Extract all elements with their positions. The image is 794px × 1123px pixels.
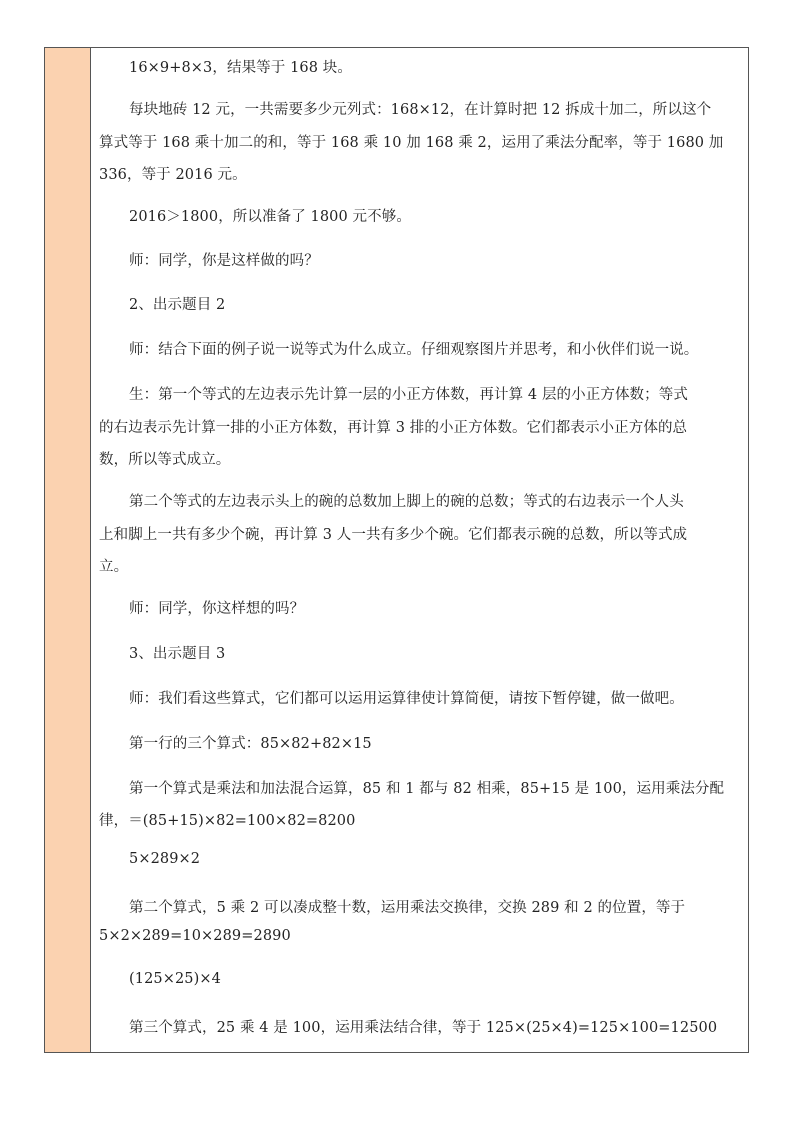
text-line: 师：同学，你是这样做的吗？ xyxy=(129,253,319,269)
text-line: 第二个算式，5 乘 2 可以凑成整十数，运用乘法交换律，交换 289 和 2 的位置，等于 xyxy=(129,900,686,916)
text-line: 5×289×2 xyxy=(129,851,201,867)
text-line: 每块地砖 12 元，一共需要多少元列式：168×12，在计算时把 12 拆成十加二，所以这个 xyxy=(129,102,712,118)
text-line: (125×25)×4 xyxy=(129,971,221,987)
text-line: 师：同学，你这样想的吗？ xyxy=(129,601,305,617)
text-line: 16×9+8×3，结果等于 168 块。 xyxy=(129,60,352,76)
text-line: 2016＞1800，所以准备了 1800 元不够。 xyxy=(129,209,411,225)
text-line: 上和脚上一共有多少个碗，再计算 3 人一共有多少个碗。它们都表示碗的总数，所以等式成 xyxy=(99,527,688,543)
text-line: 的右边表示先计算一排的小正方体数，再计算 3 排的小正方体数。它们都表示小正方体的总 xyxy=(99,420,688,436)
content-cell xyxy=(91,48,748,1052)
text-line: 立。 xyxy=(99,559,129,575)
text-line: 数，所以等式成立。 xyxy=(99,452,231,468)
text-line: 师：结合下面的例子说一说等式为什么成立。仔细观察图片并思考，和小伙伴们说一说。 xyxy=(129,342,699,358)
text-line: 2、出示题目 2 xyxy=(129,297,226,313)
text-line: 3、出示题目 3 xyxy=(129,646,226,662)
text-line: 第二个等式的左边表示头上的碗的总数加上脚上的碗的总数；等式的右边表示一个人头 xyxy=(129,494,684,510)
text-line: 336，等于 2016 元。 xyxy=(99,167,247,183)
document-table xyxy=(44,47,749,1053)
text-line: 师：我们看这些算式，它们都可以运用运算律使计算简便，请按下暂停键，做一做吧。 xyxy=(129,691,684,707)
text-line: 第一个算式是乘法和加法混合运算，85 和 1 都与 82 相乘，85+15 是 100，运用乘法分配 xyxy=(129,781,725,797)
text-line: 第一行的三个算式：85×82+82×15 xyxy=(129,736,372,752)
text-line: 律，＝(85+15)×82=100×82=8200 xyxy=(99,813,356,829)
text-line: 5×2×289=10×289=2890 xyxy=(99,928,291,944)
side-column-cell xyxy=(45,48,91,1052)
text-line: 第三个算式，25 乘 4 是 100，运用乘法结合律，等于 125×(25×4)=125×100=12500 xyxy=(129,1020,718,1036)
text-line: 算式等于 168 乘十加二的和，等于 168 乘 10 加 168 乘 2，运用了乘法分配率，等于 1680 加 xyxy=(99,135,724,151)
text-line: 生：第一个等式的左边表示先计算一层的小正方体数，再计算 4 层的小正方体数；等式 xyxy=(129,387,688,403)
